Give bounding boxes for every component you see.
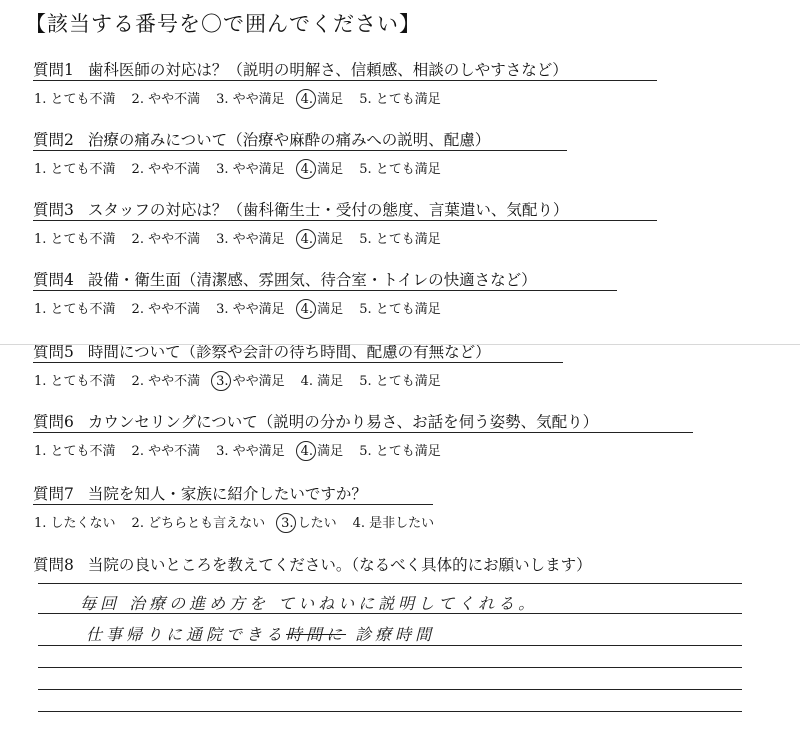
option-number: 2. (131, 232, 144, 247)
question-underline (33, 220, 657, 221)
question-number: 質問2 (33, 131, 74, 149)
answer-option[interactable] (34, 298, 116, 317)
question-underline (33, 504, 433, 505)
option-label: やや不満 (143, 374, 201, 389)
writing-line (38, 613, 742, 614)
option-label: とても不満 (46, 232, 116, 247)
option-number: 2. (131, 444, 144, 459)
question-text: 歯科医師の対応は？（説明の明解さ、信頼感、相談のしやすさなど） (87, 61, 568, 79)
option-number: 2. (131, 516, 144, 531)
answer-options (34, 512, 450, 531)
answer-option[interactable] (34, 370, 116, 389)
option-label: やや満足 (228, 374, 285, 389)
option-number: 1. (34, 92, 47, 107)
question-text: 当院を知人・家族に紹介したいですか？ (87, 485, 367, 503)
option-number: 1. (34, 444, 47, 459)
answer-option[interactable] (34, 440, 116, 459)
option-number: 1. (34, 516, 47, 531)
question-number: 質問7 (33, 485, 74, 503)
question-text: 当院の良いところを教えてください。（なるべく具体的にお願いします） (87, 556, 592, 574)
question-number: 質問3 (33, 201, 74, 219)
question-number: 質問5 (33, 343, 74, 361)
option-number: 3. (216, 162, 229, 177)
question-text: スタッフの対応は？（歯科衛生士・受付の態度、言葉遣い、気配り） (87, 201, 569, 219)
option-label: とても満足 (371, 302, 441, 317)
option-label: やや不満 (143, 302, 201, 317)
answer-option[interactable] (216, 440, 285, 459)
question-2 (33, 128, 490, 150)
question-underline (33, 290, 617, 291)
answer-option[interactable] (132, 440, 201, 459)
option-label: どちらとも言えない (143, 516, 266, 531)
question-number: 質問1 (33, 61, 74, 79)
option-label: やや満足 (228, 92, 285, 107)
option-label: 満足 (313, 92, 344, 107)
option-number: 5. (359, 92, 372, 107)
option-number: 2. (131, 162, 144, 177)
answer-options (34, 370, 457, 389)
answer-option[interactable] (359, 88, 441, 107)
option-number: 1. (34, 374, 47, 389)
option-number: 2. (131, 92, 144, 107)
answer-option-circled[interactable] (216, 370, 285, 389)
option-number: 3. (216, 232, 229, 247)
answer-option[interactable] (34, 158, 116, 177)
option-label: したい (293, 516, 337, 531)
answer-option[interactable] (359, 440, 441, 459)
answer-option[interactable] (132, 370, 201, 389)
option-label: 満足 (313, 374, 344, 389)
option-number: 4. (300, 302, 314, 317)
answer-option[interactable] (132, 228, 201, 247)
answer-option[interactable] (359, 228, 441, 247)
answer-option[interactable] (132, 298, 201, 317)
option-label: とても満足 (371, 232, 441, 247)
question-text: 時間について（診察や会計の待ち時間、配慮の有無など） (87, 343, 491, 361)
handwritten-text: 仕事帰りに通院できる (86, 625, 287, 644)
writing-line (38, 583, 742, 584)
option-label: とても満足 (371, 92, 441, 107)
question-text: 治療の痛みについて（治療や麻酔の痛みへの説明、配慮） (87, 131, 491, 149)
option-number: 3. (281, 516, 294, 531)
answer-option[interactable] (216, 298, 285, 317)
answer-option[interactable] (359, 158, 441, 177)
answer-option[interactable] (216, 88, 285, 107)
option-number: 3. (216, 92, 229, 107)
option-number: 2. (131, 374, 144, 389)
answer-option[interactable] (132, 88, 201, 107)
writing-line (38, 645, 742, 646)
option-number: 4. (300, 92, 314, 107)
option-label: 満足 (313, 232, 344, 247)
option-number: 1. (34, 232, 47, 247)
answer-option[interactable] (353, 512, 435, 531)
option-number: 4. (300, 162, 314, 177)
question-8 (33, 553, 592, 575)
question-7 (33, 482, 367, 504)
option-label: とても満足 (371, 444, 441, 459)
option-label: とても不満 (46, 162, 116, 177)
option-number: 5. (359, 232, 372, 247)
option-number: 5. (359, 374, 372, 389)
handwritten-text: 診療時間 (346, 625, 436, 644)
answer-option-circled[interactable] (301, 88, 344, 107)
question-number: 質問6 (33, 413, 74, 431)
answer-option[interactable] (216, 228, 285, 247)
question-number: 質問8 (33, 556, 74, 574)
answer-options (34, 88, 457, 107)
option-label: やや不満 (143, 92, 201, 107)
option-number: 1. (34, 302, 47, 317)
option-label: 是非したい (365, 516, 435, 531)
option-number: 4. (300, 444, 314, 459)
answer-option[interactable] (132, 512, 266, 531)
question-3 (33, 198, 568, 220)
option-number: 3. (216, 374, 229, 389)
answer-option[interactable] (34, 512, 116, 531)
option-number: 4. (300, 232, 314, 247)
option-label: やや満足 (228, 444, 285, 459)
option-label: やや満足 (228, 302, 285, 317)
answer-options (34, 158, 457, 177)
struck-out-text: 時間に (286, 625, 347, 644)
scan-artifact-line (0, 344, 800, 345)
question-underline (33, 362, 563, 363)
option-label: やや満足 (228, 162, 285, 177)
answer-option[interactable] (34, 88, 116, 107)
option-label: やや不満 (143, 232, 201, 247)
option-number: 4. (300, 374, 314, 389)
option-label: 満足 (313, 162, 344, 177)
answer-option[interactable] (132, 158, 201, 177)
option-number: 5. (359, 162, 372, 177)
handwritten-answer-line-1: 毎回 治療の進め方を ていねいに説明してくれる。 (80, 594, 539, 613)
writing-line (38, 667, 742, 668)
answer-option-circled[interactable] (301, 228, 344, 247)
writing-line (38, 711, 742, 712)
answer-option[interactable] (301, 370, 344, 389)
answer-option-circled[interactable] (301, 158, 344, 177)
option-label: やや不満 (143, 162, 201, 177)
option-label: 満足 (313, 302, 344, 317)
option-number: 5. (359, 302, 372, 317)
answer-option-circled[interactable] (301, 440, 344, 459)
option-number: 3. (216, 302, 229, 317)
question-1 (33, 58, 568, 80)
option-label: やや満足 (228, 232, 285, 247)
question-text: 設備・衛生面（清潔感、雰囲気、待合室・トイレの快適さなど） (87, 271, 537, 289)
answer-option-circled[interactable] (281, 512, 337, 531)
option-number: 4. (352, 516, 366, 531)
answer-option[interactable] (216, 158, 285, 177)
question-6 (33, 410, 598, 432)
handwritten-answer-line-2 (86, 622, 435, 645)
answer-options (34, 440, 457, 459)
option-label: とても不満 (46, 374, 116, 389)
option-label: とても不満 (46, 92, 116, 107)
option-label: とても不満 (46, 444, 116, 459)
writing-line (38, 689, 742, 690)
form-title: 【該当する番号を〇で囲んでください】 (25, 12, 421, 36)
option-label: やや不満 (143, 444, 201, 459)
option-label: 満足 (313, 444, 344, 459)
answer-option[interactable] (359, 298, 441, 317)
option-label: とても不満 (46, 302, 116, 317)
question-underline (33, 150, 567, 151)
answer-option[interactable] (359, 370, 441, 389)
question-underline (33, 432, 693, 433)
option-number: 5. (359, 444, 372, 459)
option-label: したくない (46, 516, 116, 531)
answer-options (34, 298, 457, 317)
answer-option[interactable] (34, 228, 116, 247)
question-underline (33, 80, 657, 81)
option-label: とても満足 (371, 162, 441, 177)
option-number: 2. (131, 302, 144, 317)
option-number: 3. (216, 444, 229, 459)
option-number: 1. (34, 162, 47, 177)
option-label: とても満足 (371, 374, 441, 389)
answer-options (34, 228, 457, 247)
answer-option-circled[interactable] (301, 298, 344, 317)
question-number: 質問4 (33, 271, 74, 289)
question-4 (33, 268, 537, 290)
question-text: カウンセリングについて（説明の分かり易さ、お話を伺う姿勢、気配り） (87, 413, 599, 431)
